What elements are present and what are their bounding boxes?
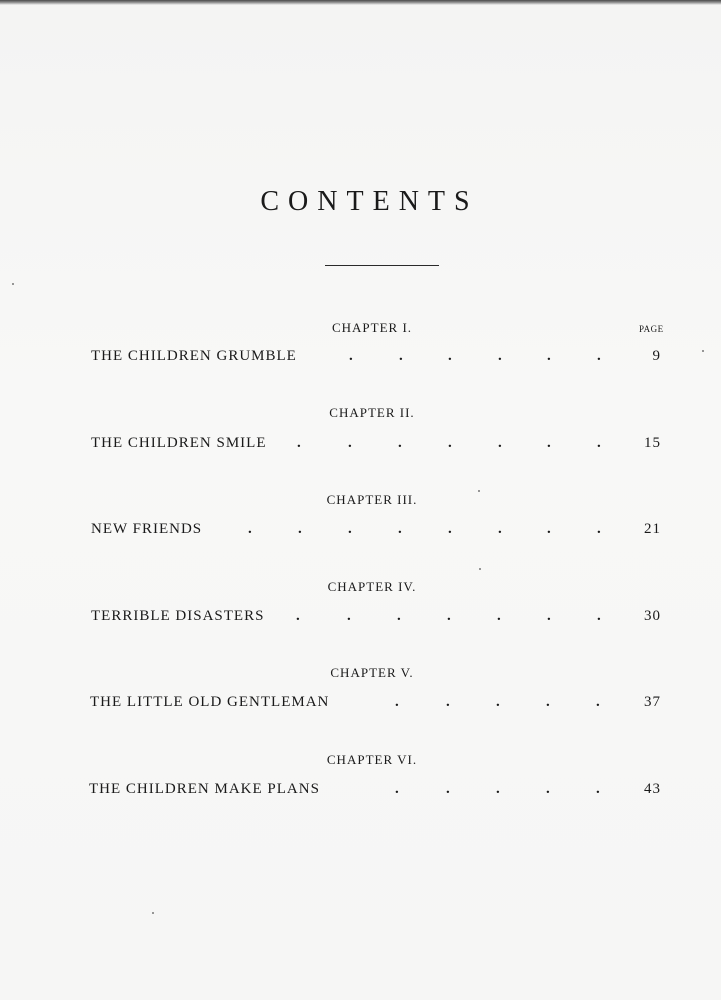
leader-dot: . xyxy=(398,521,402,537)
leader-dot: . xyxy=(547,348,551,364)
paper-speck xyxy=(12,283,14,285)
leader-dot: . xyxy=(497,608,501,624)
contents-line xyxy=(91,608,661,628)
leader-dot: . xyxy=(297,435,301,451)
page-top-edge xyxy=(0,0,721,5)
heading-rule xyxy=(325,265,439,266)
leader-dot: . xyxy=(446,694,450,710)
leader-dot: . xyxy=(596,781,600,797)
leader-dot: . xyxy=(597,608,601,624)
chapter-label: CHAPTER VI. xyxy=(326,752,418,767)
leader-dot: . xyxy=(496,781,500,797)
leader-dot: . xyxy=(398,435,402,451)
contents-heading: CONTENTS xyxy=(260,186,479,217)
contents-entry xyxy=(0,752,721,812)
leader-dot: . xyxy=(395,781,399,797)
contents-entry xyxy=(0,492,721,552)
contents-line xyxy=(91,521,661,541)
leader-dot: . xyxy=(597,435,601,451)
leader-dot: . xyxy=(448,348,452,364)
leader-dot: . xyxy=(447,608,451,624)
contents-line xyxy=(89,781,661,801)
paper-speck xyxy=(152,912,154,914)
leader-dot: . xyxy=(448,435,452,451)
paper-speck xyxy=(702,350,704,352)
leader-dot: . xyxy=(399,348,403,364)
chapter-label: CHAPTER I. xyxy=(331,320,413,335)
leader-dot: . xyxy=(395,694,399,710)
chapter-label: CHAPTER III. xyxy=(326,492,418,507)
leader-dot: . xyxy=(496,694,500,710)
leader-dot: . xyxy=(298,521,302,537)
leader-dot: . xyxy=(446,781,450,797)
leader-dot: . xyxy=(546,781,550,797)
chapter-title: NEW FRIENDS xyxy=(91,521,203,537)
leader-dot: . xyxy=(597,348,601,364)
leader-dot: . xyxy=(348,521,352,537)
leader-dot: . xyxy=(597,521,601,537)
chapter-title: THE CHILDREN GRUMBLE xyxy=(91,348,297,364)
page-number: 30 xyxy=(644,608,661,624)
chapter-title: THE CHILDREN SMILE xyxy=(91,435,267,451)
leader-dot: . xyxy=(397,608,401,624)
page-number: 37 xyxy=(644,694,661,710)
contents-entry xyxy=(0,579,721,639)
chapter-title: TERRIBLE DISASTERS xyxy=(91,608,265,624)
page-number: 43 xyxy=(644,781,661,797)
leader-dot: . xyxy=(349,348,353,364)
contents-line xyxy=(90,694,661,714)
page-number: 15 xyxy=(644,435,661,451)
contents-entry xyxy=(0,665,721,725)
leader-dot: . xyxy=(448,521,452,537)
leader-dot: . xyxy=(348,435,352,451)
chapter-label: CHAPTER V. xyxy=(330,665,414,680)
page-column-label: PAGE xyxy=(639,324,664,334)
leader-dot: . xyxy=(296,608,300,624)
leader-dot: . xyxy=(547,435,551,451)
page-number: 21 xyxy=(644,521,661,537)
leader-dot: . xyxy=(498,521,502,537)
contents-entry xyxy=(0,405,721,465)
contents-line xyxy=(91,435,661,455)
leader-dot: . xyxy=(248,521,252,537)
contents-entry xyxy=(0,320,721,380)
leader-dot: . xyxy=(547,521,551,537)
leader-dot: . xyxy=(347,608,351,624)
leader-dot: . xyxy=(547,608,551,624)
leader-dot: . xyxy=(596,694,600,710)
chapter-title: THE LITTLE OLD GENTLEMAN xyxy=(90,694,330,710)
leader-dot: . xyxy=(498,348,502,364)
leader-dot: . xyxy=(546,694,550,710)
contents-line xyxy=(91,348,661,368)
leader-dot: . xyxy=(498,435,502,451)
chapter-label: CHAPTER IV. xyxy=(327,579,417,594)
page-number: 9 xyxy=(652,348,661,364)
chapter-title: THE CHILDREN MAKE PLANS xyxy=(89,781,320,797)
paper-speck xyxy=(479,568,481,570)
chapter-label: CHAPTER II. xyxy=(329,405,415,420)
paper-speck xyxy=(478,490,480,492)
